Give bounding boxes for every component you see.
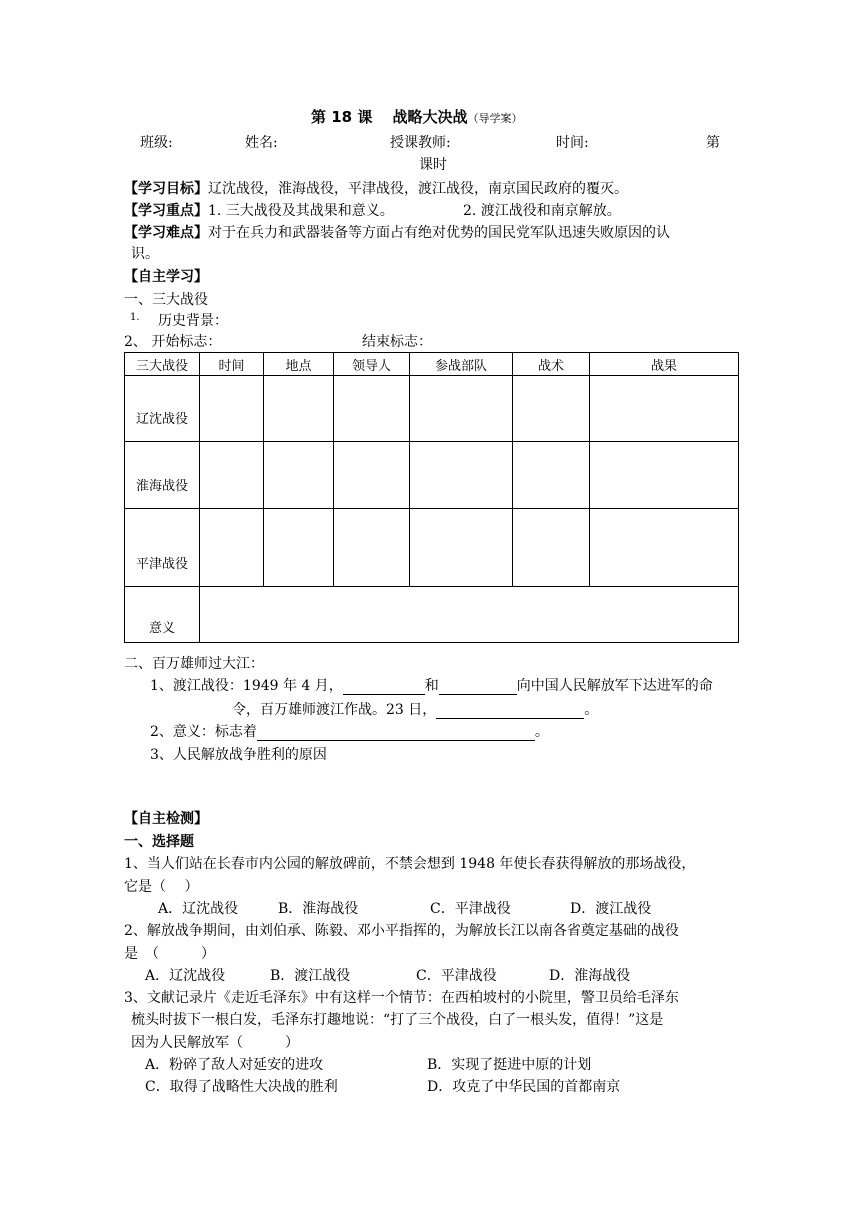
question-1: 1、当人们站在长春市内公园的解放碑前，不禁会想到 1948 年使长春获得解放的那场战役， (124, 856, 696, 872)
key-text-1: 1. 三大战役及其战果和意义。 (208, 203, 394, 219)
item2-start: 2、 开始标志： (124, 334, 222, 350)
learning-difficulty (124, 222, 670, 242)
question-2: 2、解放战争期间，由刘伯承、陈毅、邓小平指挥的，为解放长江以南各省奠定基础的战役 (124, 923, 679, 939)
title-note: （导学案） (467, 112, 523, 125)
table-cell[interactable] (200, 509, 264, 587)
question-3-cont2: 因为人民解放军（ ） (131, 1035, 299, 1051)
question-3-cont: 梳头时拔下一根白发，毛泽东打趣地说：“打了三个战役，白了一根头发，值得！”这是 (131, 1012, 664, 1028)
question-2-cont: 是 （ ） (124, 946, 215, 962)
blank-field[interactable] (436, 704, 584, 719)
q3-option-b[interactable]: B．实现了挺进中原的计划 (427, 1057, 592, 1073)
part2-line1-cont: 令，百万雄师渡江作战。23 日， 。 (232, 702, 599, 718)
table-header: 地点 (264, 353, 334, 376)
table-cell[interactable] (590, 442, 739, 509)
table-header: 战果 (590, 353, 739, 376)
target-text: 辽沈战役，淮海战役，平津战役，渡江战役，南京国民政府的覆灭。 (208, 181, 628, 197)
period-label-a: 第 (706, 135, 720, 151)
key-text-2: 2. 渡江战役和南京解放。 (463, 203, 621, 219)
hard-text-2: 识。 (131, 246, 159, 262)
row-label: 平津战役 (125, 509, 200, 587)
table-cell[interactable] (334, 509, 410, 587)
self-check-heading: 【自主检测】 (124, 811, 208, 827)
part2-line1: 1、渡江战役：1949 年 4 月， 和 向中国人民解放军下达进军的命 (150, 678, 713, 694)
table-row (125, 509, 739, 587)
battles-table (124, 352, 739, 643)
table-cell[interactable] (590, 509, 739, 587)
q2-option-a[interactable]: A．辽沈战役 (145, 968, 226, 984)
part2-line2: 2、意义：标志着 。 (150, 724, 549, 740)
name-label: 姓名: (245, 135, 278, 151)
choice-heading: 一、选择题 (124, 834, 194, 850)
part2-heading: 二、百万雄师过大江： (124, 656, 264, 672)
q1-option-d[interactable]: D．渡江战役 (570, 901, 652, 917)
q3-option-c[interactable]: C．取得了战略性大决战的胜利 (145, 1079, 338, 1095)
table-cell[interactable] (264, 376, 334, 442)
question-1-cont: 它是（ ） (124, 879, 199, 895)
table-header: 三大战役 (125, 353, 200, 376)
blank-field[interactable] (257, 726, 535, 741)
blank-field[interactable] (343, 680, 425, 695)
learning-key (124, 200, 394, 220)
page-title: 第 18 课 战略大决战（导学案） (311, 108, 523, 126)
table-header: 时间 (200, 353, 264, 376)
hard-tag: 【学习难点】 (124, 225, 208, 241)
self-study-heading: 【自主学习】 (124, 269, 208, 285)
row-label-meaning: 意义 (125, 587, 200, 643)
key-tag: 【学习重点】 (124, 203, 208, 219)
table-cell[interactable] (264, 509, 334, 587)
blank-field[interactable] (439, 680, 517, 695)
table-cell[interactable] (334, 376, 410, 442)
table-cell[interactable] (264, 442, 334, 509)
question-3: 3、文献记录片《走近毛泽东》中有这样一个情节：在西柏坡村的小院里，警卫员给毛泽东 (124, 990, 679, 1006)
teacher-label: 授课教师: (390, 135, 451, 151)
class-label: 班级: (140, 135, 173, 151)
time-label: 时间: (556, 135, 589, 151)
q3-option-a[interactable]: A．粉碎了敌人对延安的进攻 (145, 1057, 324, 1073)
meaning-cell[interactable] (200, 587, 739, 643)
table-header: 战术 (513, 353, 590, 376)
table-cell[interactable] (200, 442, 264, 509)
table-cell[interactable] (410, 509, 513, 587)
row-label: 辽沈战役 (125, 376, 200, 442)
q2-option-c[interactable]: C．平津战役 (416, 968, 497, 984)
table-header: 参战部队 (410, 353, 513, 376)
table-row (125, 376, 739, 442)
q3-option-d[interactable]: D．攻克了中华民国的首都南京 (427, 1079, 621, 1095)
item1-number: 1. (130, 312, 140, 323)
q2-option-b[interactable]: B．渡江战役 (270, 968, 351, 984)
learning-target (124, 178, 628, 198)
item1-text: 历史背景： (158, 313, 228, 329)
q2-option-d[interactable]: D．淮海战役 (549, 968, 631, 984)
q1-option-c[interactable]: C．平津战役 (430, 901, 511, 917)
part1-heading: 一、三大战役 (124, 292, 208, 308)
table-cell[interactable] (410, 442, 513, 509)
table-header: 领导人 (334, 353, 410, 376)
table-cell[interactable] (200, 376, 264, 442)
item2-end: 结束标志： (362, 334, 432, 350)
table-cell[interactable] (334, 442, 410, 509)
table-cell[interactable] (410, 376, 513, 442)
row-label: 淮海战役 (125, 442, 200, 509)
part2-line3: 3、人民解放战争胜利的原因 (150, 747, 327, 763)
q1-option-b[interactable]: B．淮海战役 (278, 901, 359, 917)
hard-text-1: 对于在兵力和武器装备等方面占有绝对优势的国民党军队迅速失败原因的认 (208, 225, 670, 241)
table-cell[interactable] (513, 509, 590, 587)
q1-option-a[interactable]: A．辽沈战役 (158, 901, 239, 917)
table-cell[interactable] (513, 376, 590, 442)
target-tag: 【学习目标】 (124, 181, 208, 197)
table-cell[interactable] (513, 442, 590, 509)
table-row (125, 442, 739, 509)
period-label-b: 课时 (419, 157, 447, 173)
table-header-row (125, 353, 739, 376)
table-row (125, 587, 739, 643)
table-cell[interactable] (590, 376, 739, 442)
